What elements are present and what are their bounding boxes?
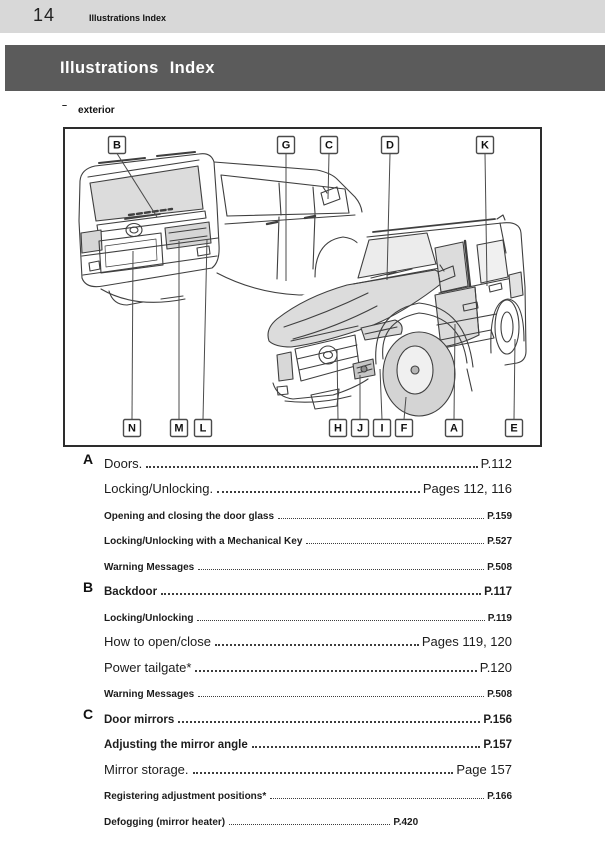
index-row	[104, 704, 512, 730]
dotted-leader	[197, 620, 484, 621]
front-vehicle-illustration	[261, 215, 527, 419]
index-row	[104, 500, 512, 526]
index-row	[104, 653, 512, 679]
dotted-leader	[178, 721, 480, 723]
index-entry-label: Backdoor	[104, 586, 158, 598]
callout-letter: N	[128, 422, 136, 435]
index-entry-label: Defogging (mirror heater)	[104, 816, 226, 828]
index-entry-label: Locking/Unlocking.	[104, 481, 214, 496]
callout-label-I	[374, 420, 391, 437]
callout-label-D	[382, 137, 399, 154]
chapter-banner-title: Illustrations Index	[60, 59, 215, 77]
callout-letter: M	[174, 422, 184, 435]
callout-letter: I	[380, 422, 384, 435]
index-row	[104, 730, 512, 756]
index-entry-page: P.527	[487, 536, 512, 547]
index-entry-page: P.157	[483, 739, 512, 751]
index-entry-label: Warning Messages	[104, 689, 195, 700]
index-entry-page: P.156	[483, 713, 512, 726]
callout-line-C	[328, 154, 329, 200]
index-entry-label: Opening and closing the door glass	[104, 510, 275, 522]
callout-label-M	[171, 420, 188, 437]
index-entry-page: P.119	[487, 612, 512, 624]
index-row	[104, 551, 512, 577]
index-row	[104, 577, 512, 603]
index-entry-label: Door mirrors	[104, 713, 175, 726]
callout-label-F	[396, 420, 413, 437]
callout-letter: J	[356, 422, 364, 435]
subsection-label: exterior	[78, 105, 115, 116]
callout-line-N	[132, 251, 133, 420]
dotted-leader	[252, 746, 481, 748]
index-row	[104, 475, 512, 501]
index-entry-page: P.112	[480, 455, 512, 471]
dotted-leader	[198, 696, 484, 697]
index-entry-page: Pages 119, 120	[421, 634, 512, 649]
index-entry-page: Page 157	[456, 761, 512, 777]
dotted-leader	[229, 824, 390, 825]
index-entry-page: P.508	[487, 689, 512, 700]
dotted-leader	[215, 644, 419, 646]
index-row	[104, 806, 418, 832]
index-entry-page: P.420	[393, 816, 419, 828]
index-row	[104, 781, 512, 807]
index-row	[104, 628, 512, 654]
callout-label-E	[506, 420, 523, 437]
callout-line-L	[203, 239, 207, 420]
callout-label-L	[195, 420, 212, 437]
callout-label-K	[477, 137, 494, 154]
rear-vehicle-illustration	[79, 152, 363, 305]
running-header	[0, 0, 605, 33]
dotted-leader	[193, 772, 454, 774]
callout-label-C	[321, 137, 338, 154]
dash-marker-icon: –	[62, 100, 68, 110]
callout-label-A	[446, 420, 463, 437]
index-entry-page: P.159	[487, 510, 512, 522]
callout-label-G	[278, 137, 295, 154]
index-entry-page: P.117	[484, 586, 512, 598]
index-row	[104, 526, 512, 552]
callout-letter: C	[325, 139, 333, 152]
dotted-leader	[270, 798, 484, 799]
callout-letter: G	[281, 139, 291, 152]
index-entry-label: Warning Messages	[104, 561, 195, 573]
index-entry-page: P.166	[487, 791, 512, 802]
callout-letter: D	[386, 139, 394, 152]
callout-letter: B	[113, 139, 121, 152]
section-letter: B	[83, 578, 94, 595]
index-row	[104, 679, 512, 705]
exterior-diagram	[63, 127, 542, 447]
index-section-C	[83, 704, 512, 832]
exterior-diagram-svg	[65, 129, 540, 445]
index-entry-label: Doors.	[104, 455, 143, 471]
callout-letter: E	[510, 422, 518, 435]
callout-label-J	[352, 420, 369, 437]
index-entry-label: Mirror storage.	[104, 761, 189, 777]
index-entry-label: Locking/Unlocking	[104, 612, 194, 624]
section-letter: A	[83, 451, 94, 467]
callout-letter: L	[199, 422, 207, 435]
dotted-leader	[306, 543, 484, 544]
callout-letter: F	[400, 422, 408, 435]
index-list	[83, 449, 512, 832]
index-section-A	[83, 449, 512, 577]
running-header-title: Illustrations Index	[89, 13, 167, 23]
index-entry-label: How to open/close	[104, 634, 211, 649]
index-entry-label: Locking/Unlocking with a Mechanical Key	[104, 536, 303, 547]
index-row	[104, 602, 512, 628]
callout-letter: H	[334, 422, 342, 435]
page-number: 14	[33, 5, 56, 25]
index-entry-page: Pages 112, 116	[422, 481, 512, 496]
subsection-heading	[62, 100, 115, 116]
chapter-banner	[5, 45, 605, 91]
dotted-leader	[217, 491, 420, 493]
dotted-leader	[146, 466, 477, 468]
callout-letter: A	[450, 422, 458, 435]
index-section-B	[83, 577, 512, 705]
callout-label-H	[330, 420, 347, 437]
callout-letter: K	[481, 139, 489, 152]
index-row	[104, 755, 512, 781]
dotted-leader	[278, 518, 484, 519]
section-letter: C	[83, 706, 94, 722]
index-entry-page: P.120	[479, 659, 512, 675]
dotted-leader	[161, 593, 481, 595]
index-entry-label: Power tailgate*	[104, 659, 192, 675]
dotted-leader	[198, 569, 484, 570]
index-entry-label: Adjusting the mirror angle	[104, 739, 248, 751]
dotted-leader	[195, 670, 476, 672]
callout-label-B	[109, 137, 126, 154]
index-row	[104, 449, 512, 475]
index-entry-label: Registering adjustment positions*	[104, 791, 267, 802]
callout-label-N	[124, 420, 141, 437]
index-entry-page: P.508	[487, 561, 512, 573]
